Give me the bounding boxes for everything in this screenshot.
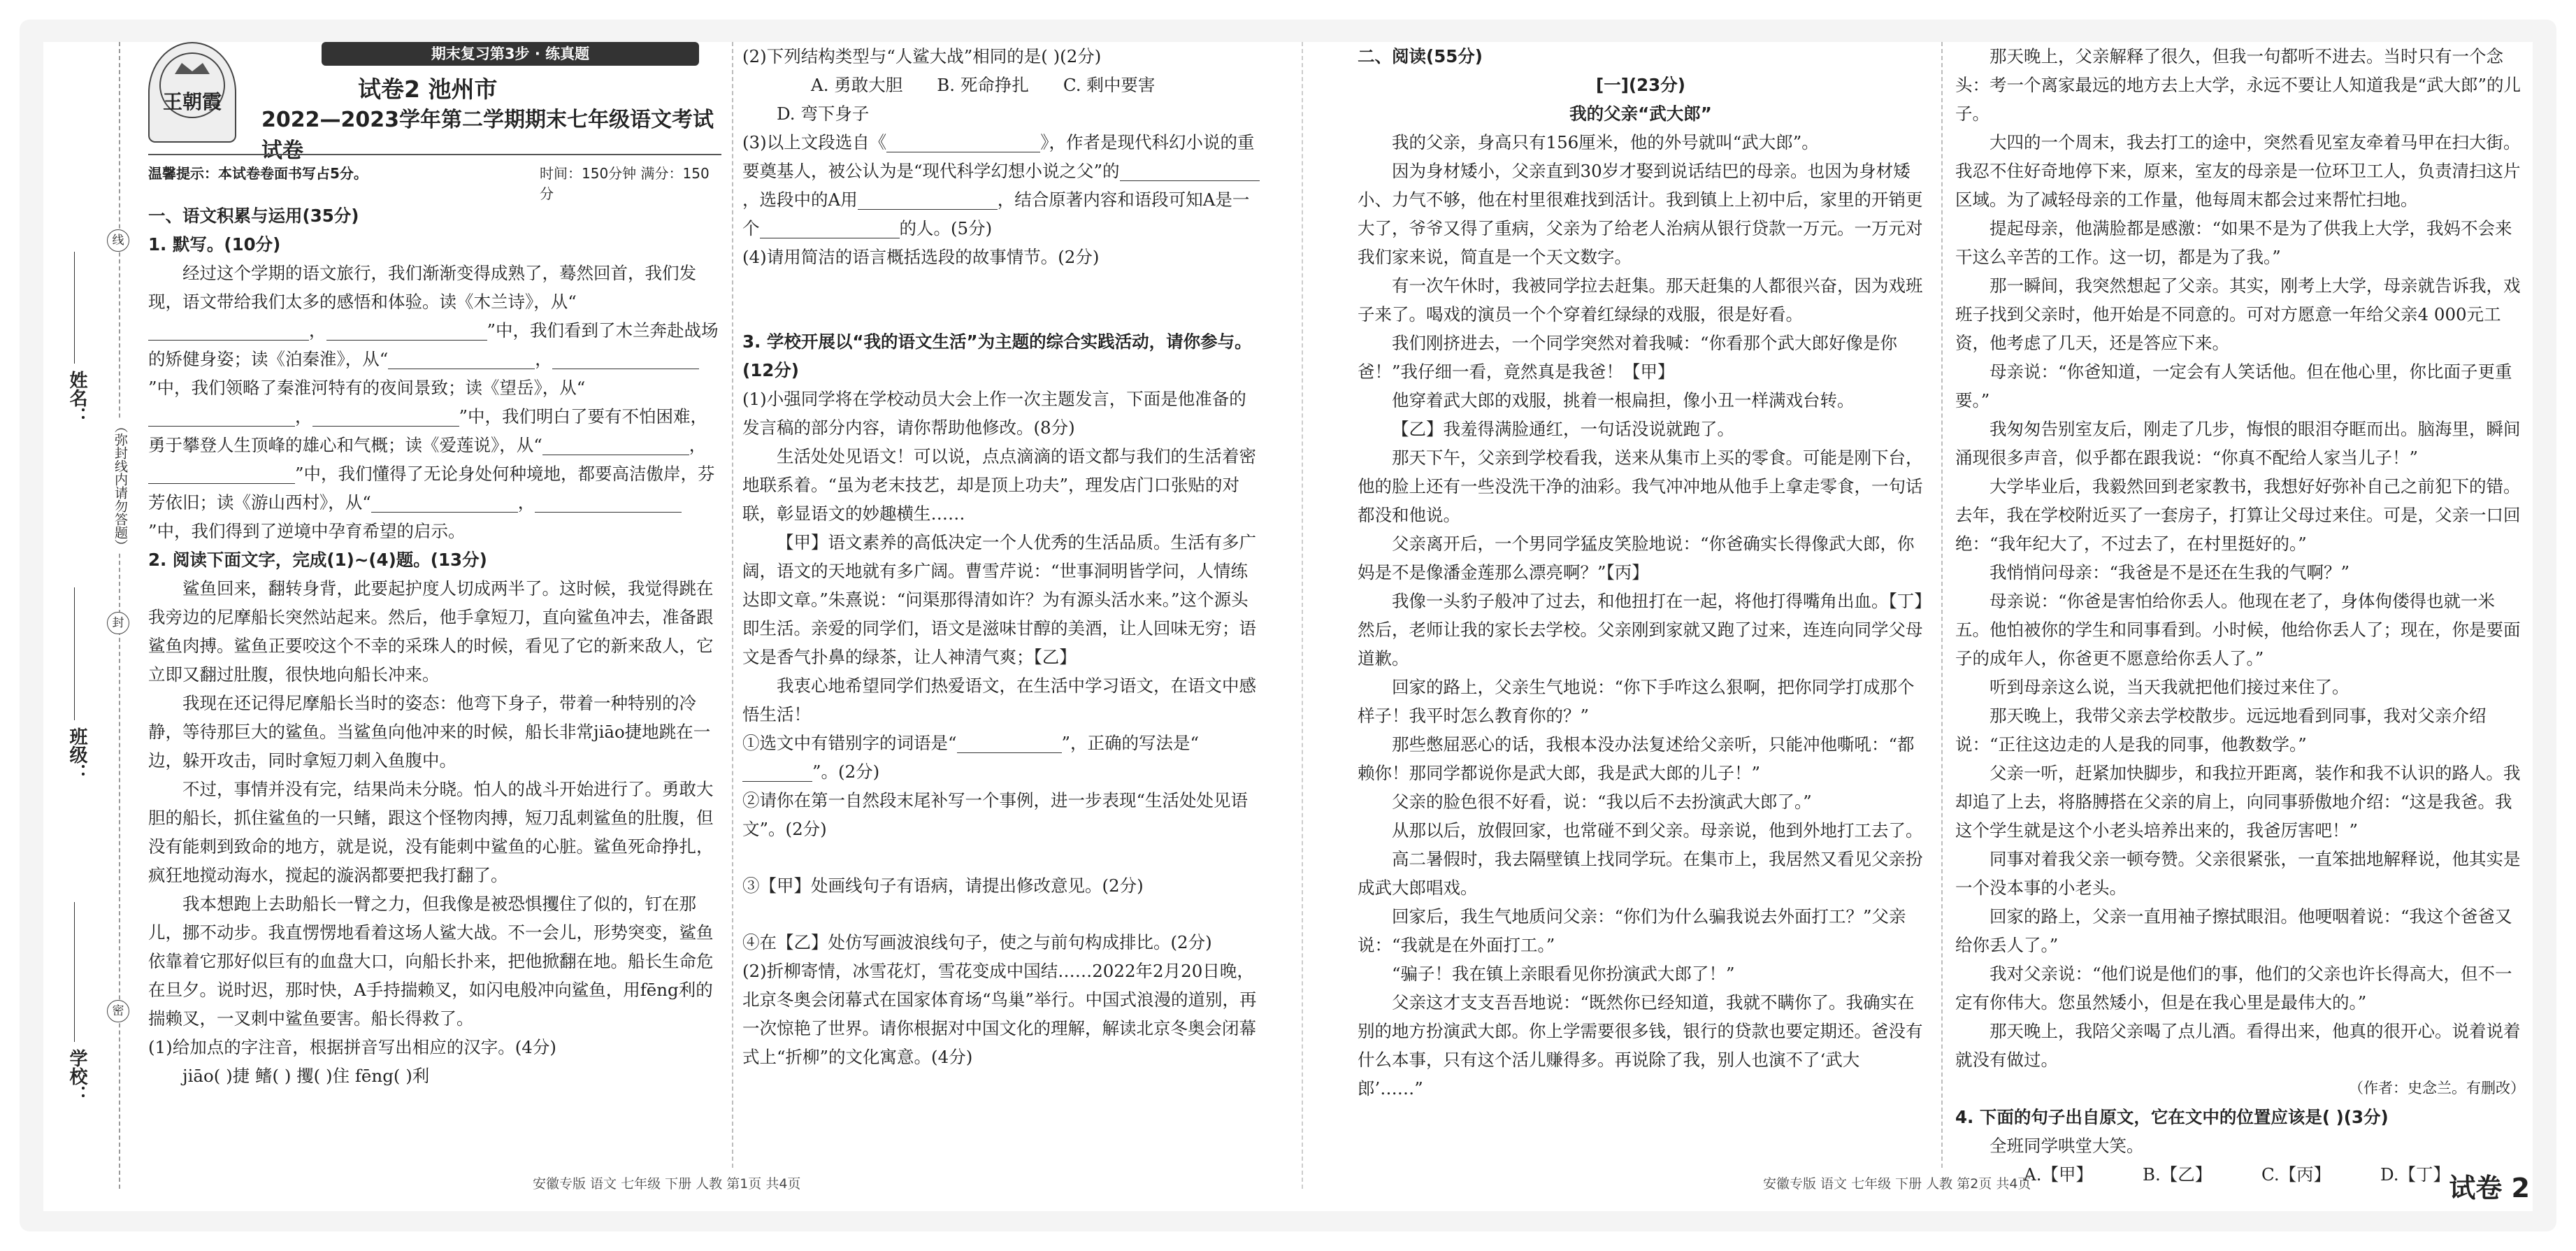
story-paragraph: 父亲一听，赶紧加快脚步，和我拉开距离，装作和我不认识的路人。我却追了上去，将胳膊搭在父亲的肩上，向同事骄傲地介绍：“这是我爸。我这个学生就是这个小老头培养出来的，我爸厉害吧！” — [1955, 763, 2521, 841]
sub-question: (2)下列结构类型与“人鲨大战”相同的是( )(2分) — [742, 46, 1102, 66]
story-paragraph: 回家后，我生气地质问父亲：“你们为什么骗我说去外面打工？”父亲说：“我就是在外面打工。” — [1358, 906, 1906, 955]
story-paragraph: 回家的路上，父亲一直用袖子擦拭眼泪。他哽咽着说：“我这个爸爸又给你丢人了。” — [1955, 906, 2512, 955]
quoted-sentence: 全班同学哄堂大笑。 — [1989, 1136, 2144, 1156]
story-paragraph: 我匆匆告别室友后，刚走了几步，悔恨的眼泪夺眶而出。脑海里，瞬间涌现很多声音，似乎都在跟我说：“你真不配给人家当儿子！” — [1955, 419, 2521, 468]
story-title: 我的父亲“武大郎” — [1569, 103, 1712, 124]
answer-blank[interactable] — [148, 464, 295, 484]
sub-question: ③【甲】处画线句子有语病，请提出修改意见。(2分) — [742, 875, 1144, 896]
answer-blank[interactable] — [326, 320, 487, 341]
answer-blank[interactable] — [371, 492, 518, 513]
header-rule — [148, 154, 721, 155]
answer-blank[interactable] — [1120, 161, 1260, 181]
answer-blank[interactable] — [957, 733, 1062, 753]
story-paragraph: 父亲离开后，一个男同学猛皮笑脸地说：“你爸确实长得像武大郎，你妈是不是像潘金莲那么漂亮啊？”【丙】 — [1358, 534, 1915, 582]
story-paragraph: 因为身材矮小，父亲直到30岁才娶到说话结巴的母亲。也因为身材矮小、力气不够，他在村里很难找到活计。我到镇上上初中后，家里的开销更大了，爷爷又得了重病，父亲为了给老人治病从银行贷款一万元。一万元对我们家来说，简直是一个天文数字。 — [1358, 161, 1923, 267]
footer-left: 安徽专版 语文 七年级 下册 人教 第1页 共4页 — [533, 1176, 801, 1192]
story-paragraph: 从那以后，放假回家，也常碰不到父亲。母亲说，他到外地打工去了。 — [1392, 820, 1923, 841]
story-paragraph: 那天晚上，父亲解释了很久，但我一句都听不进去。当时只有一个念头：考一个离家最远的地方去上大学，永远不要让人知道我是“武大郎”的儿子。 — [1955, 46, 2521, 124]
column-1 — [148, 201, 721, 1090]
question-title: 1. 默写。(10分) — [148, 234, 281, 255]
sub-question: (3)以上文段选自《 》，作者是现代科幻小说的重要奠基人，被公认为是“现代科学幻想小说之父”的，选段中的A用 ，结合原著内容和语段可知A是一个 的人。(5分) — [742, 128, 1260, 243]
story-paragraph: 听到母亲这么说，当天我就把他们接过来住了。 — [1989, 677, 2350, 697]
answer-blank[interactable] — [312, 406, 459, 427]
answer-blank[interactable] — [388, 349, 535, 369]
sub-question: (1)小强同学将在学校动员大会上作一次主题发言，下面是他准备的发言稿的部分内容，请你帮助他修改。(8分) — [742, 389, 1246, 438]
story-paragraph: 有一次午休时，我被同学拉去赶集。那天赶集的人都很兴奋，因为戏班子来了。喝戏的演员一个个穿着红绿绿的戏服，很是好看。 — [1358, 276, 1923, 324]
answer-blank[interactable] — [886, 132, 1040, 152]
story-paragraph: 母亲说：“你爸知道，一定会有人笑话他。但在他心里，你比面子更重要。” — [1955, 362, 2512, 410]
answer-blank[interactable] — [742, 762, 812, 782]
speech-paragraph: 我衷心地希望同学们热爱语文，在生活中学习语文，在语文中感悟生活！ — [742, 675, 1256, 724]
story-paragraph: 我们刚挤进去，一个同学突然对着我喊：“你看那个武大郎好像是你爸！”我仔细一看，竟然真是我爸！【甲】 — [1358, 333, 1898, 382]
logo-text: 王朝霞 — [162, 90, 222, 113]
question-title: 4. 下面的句子出自原文，它在文中的位置应该是( )(3分) — [1955, 1107, 2389, 1127]
passage-paragraph: 我现在还记得尼摩船长当时的姿态：他弯下身子，带着一种特别的冷静，等待那巨大的鲨鱼。当鲨鱼向他冲来的时候，船长非常jiāo捷地跳在一边，躲开攻击，同时拿短刀刺入鱼腹中。 — [148, 693, 711, 771]
story-paragraph: 那天下午，父亲到学校看我，送来从集市上买的零食。可能是刚下台，他的脸上还有一些没洗干净的油彩。我气冲冲地从他手上拿走零食，一句话都没和他说。 — [1358, 448, 1923, 525]
class-line — [74, 587, 75, 720]
sub-question: (2)折柳寄情，冰雪花灯，雪花变成中国结……2022年2月20日晚，北京冬奥会闭幕式在国家体育场“鸟巢”举行。中国式浪漫的道别，再一次惊艳了世界。请你根据对中国文化的理解，解读北京冬奥会闭幕式上“折柳”的文化寓意。(4分) — [742, 961, 1257, 1067]
logo-badge — [148, 42, 236, 143]
seal-ring-top: 线 — [107, 229, 129, 252]
answer-blank[interactable] — [542, 435, 689, 455]
dictation-paragraph: 经过这个学期的语文旅行，我们渐渐变得成熟了，蓦然回首，我们发现，语文带给我们太多的感悟和体验。读《木兰诗》，从“， ”中，我们看到了木兰奔赴战场的矫健身姿；读《泊秦淮》，从“ ，”中，我们领略了秦淮河特有的夜间景致；读《望岳》，从“， ”中，我们明白了要有不怕困难，勇于攀登人生顶峰的雄心和气概；读《爱莲说》，从“ ，”中，我们懂得了无论身处何种境地，都要高洁傲岸，芬芳依旧；读《游山西村》，从“ ，”中，我们得到了逆境中孕育希望的启示。 — [148, 263, 719, 541]
question-title: 2. 阅读下面文字，完成(1)~(4)题。(13分) — [148, 550, 487, 570]
story-paragraph: 那一瞬间，我突然想起了父亲。其实，刚考上大学，母亲就告诉我，戏班子找到父亲时，他开始是不同意的。可对方愿意一年给父亲4 000元工资，他考虑了几天，还是答应下来。 — [1955, 276, 2521, 353]
story-paragraph: “骗子！我在镇上亲眼看见你扮演武大郎了！” — [1392, 964, 1735, 984]
exam-header — [148, 42, 721, 202]
speech-paragraph: 生活处处见语文！可以说，点点滴滴的语文都与我们的生活着密地联系着。“虽为老末技艺，却是顶上功夫”，理发店门口张贴的对联，彰显语文的妙趣横生…… — [742, 446, 1256, 524]
story-paragraph: 父亲这才支支吾吾地说：“既然你已经知道，我就不瞒你了。我确实在别的地方扮演武大郎。你上学需要很多钱，银行的贷款也要定期还。爸没有什么本事，只有这个活儿赚得多。再说除了我，别人也演不了‘武大郎’……” — [1358, 992, 1923, 1099]
page-fold — [1302, 42, 1303, 1189]
question-title: 3. 学校开展以“我的语文生活”为主题的综合实践活动，请你参与。(12分) — [742, 331, 1252, 380]
answer-blank[interactable] — [858, 190, 998, 210]
story-paragraph: 那天晚上，我带父亲去学校散步。远远地看到同事，我对父亲介绍说：“正往这边走的人是我的同事，他教数学。” — [1955, 706, 2487, 755]
story-paragraph: 提起母亲，他满脸都是感激：“如果不是为了供我上大学，我妈不会来干这么辛苦的工作。这一切，都是为了我。” — [1955, 218, 2512, 267]
section-heading: 一、语文积累与运用(35分) — [148, 206, 359, 226]
story-paragraph: 那天晚上，我陪父亲喝了点儿酒。看得出来，他真的很开心。说着说着就没有做过。 — [1955, 1021, 2521, 1070]
passage-paragraph: 鲨鱼回来，翻转身背，此要起护度人切成两半了。这时候，我觉得跳在我旁边的尼摩船长突然站起来。然后，他手拿短刀，直向鲨鱼冲去，准备跟鲨鱼肉搏。鲨鱼正要咬这个不幸的采珠人的时候，看见了它的新来敌人，它立即又翻过肚腹，很快地向船长冲来。 — [148, 578, 714, 685]
answer-space[interactable] — [742, 271, 1260, 327]
binding-margin — [43, 42, 148, 1189]
pinyin-items[interactable]: jiāo( )捷 鳍( ) 攫( )住 fēng( )利 — [182, 1066, 430, 1086]
story-paragraph: 我像一头豹子般冲了过去，和他扭打在一起，将他打得嘴角出血。【丁】然后，老师让我的家长去学校。父亲刚到家就又跑了过来，连连向同学父母道歉。 — [1358, 591, 1923, 669]
story-paragraph: 回家的路上，父亲生气地说：“你下手咋这么狠啊，把你同学打成那个样子！我平时怎么教育你的？” — [1358, 677, 1915, 726]
seal-ring-bottom: 密 — [107, 1000, 129, 1022]
story-paragraph: 大四的一个周末，我去打工的途中，突然看见室友牵着马甲在扫大街。我忍不住好奇地停下来，原来，室友的母亲是一位环卫工人，负责清扫这片区域。为了减轻母亲的工作量，他每周末都会过来帮忙扫地。 — [1955, 132, 2521, 210]
sub-question: ①选文中有错别字的词语是“ ”，正确的写法是“”。(2分) — [742, 733, 1200, 782]
answer-space[interactable] — [742, 843, 1260, 871]
review-banner: 期末复习第3步 · 练真题 — [322, 42, 699, 66]
story-paragraph: 【乙】我羞得满脸通红，一句话没说就跑了。 — [1392, 419, 1734, 439]
story-paragraph: 我悄悄问母亲：“我爸是不是还在生我的气啊？” — [1989, 562, 2350, 582]
part-heading: [一](23分) — [1596, 75, 1685, 95]
exam-title: 2022—2023学年第二学期期末七年级语文考试试卷 — [261, 108, 714, 163]
school-line — [74, 902, 75, 1042]
story-paragraph: 那些憋屈恶心的话，我根本没办法复述给父亲听，只能冲他嘶吼：“都赖你！那同学都说你是武大郎，我是武大郎的儿子！” — [1358, 734, 1915, 783]
story-paragraph: 父亲的脸色很不好看，说：“我以后不去扮演武大郎了。” — [1392, 792, 1812, 812]
time-score: 时间：150分钟 满分：150分 — [540, 165, 710, 202]
sub-question: ②请你在第一自然段末尾补写一个事例，进一步表现“生活处处见语文”。(2分) — [742, 790, 1249, 839]
section-heading: 二、阅读(55分) — [1358, 46, 1483, 66]
choice-row[interactable]: A.【甲】 B.【乙】 C.【丙】 D.【丁】 — [2024, 1164, 2451, 1185]
sub-question: (1)给加点的字注音，根据拼音写出相应的汉字。(4分) — [148, 1037, 556, 1057]
sub-question: ④在【乙】处仿写画波浪线句子，使之与前句构成排比。(2分) — [742, 932, 1212, 952]
column-4 — [1955, 42, 2525, 1189]
column-divider — [732, 42, 733, 1168]
name-line — [74, 252, 75, 364]
passage-paragraph: 不过，事情并没有完，结果尚未分晓。怕人的战斗开始进行了。勇敢大胆的船长，抓住鲨鱼的一只鳍，跟这个怪物肉搏，短刀乱刺鲨鱼的肚腹，但没有能刺到致命的地方，就是说，没有能刺中鲨鱼的心脏。鲨鱼死命挣扎，疯狂地搅动海水，搅起的漩涡都要把我打翻了。 — [148, 779, 714, 885]
sub-question: (4)请用简洁的语言概括选段的故事情节。(2分) — [742, 247, 1100, 267]
column-3 — [1358, 42, 1924, 1103]
answer-blank[interactable] — [535, 492, 682, 513]
column-divider — [1941, 42, 1943, 1168]
story-paragraph: 他穿着武大郎的戏服，挑着一根扁担，像小丑一样满戏台转。 — [1392, 390, 1855, 410]
author-credit: （作者：史念兰。有删改） — [2349, 1080, 2525, 1096]
story-paragraph: 母亲说：“你爸是害怕给你丢人。他现在老了，身体佝偻得也就一米五。他怕被你的学生和同事看到。小时候，他给你丢人了；现在，你是要面子的成年人，你爸更不愿意给你丢人了。” — [1955, 591, 2521, 669]
tip-text: 温馨提示：本试卷卷面书写占5分。 — [148, 165, 368, 182]
seal-ring-middle: 封 — [107, 612, 129, 634]
speech-paragraph: 【甲】语文素养的高低决定一个人优秀的生活品质。生活有多广阔，语文的天地就有多广阔。曹雪芹说：“世事洞明皆学问，人情练达即文章。”朱熹说：“问渠那得清如许？为有源头活水来。”这个源头即生活。亲爱的同学们，语文是滋味甘醇的美酒，让人回味无穷；语文是香气扑鼻的绿茶，让人神清气爽；【乙】 — [742, 532, 1256, 667]
choice-row[interactable]: A. 勇敢大胆 B. 死命挣扎 C. 剩中要害D. 弯下身子 — [777, 75, 1156, 124]
school-label: 学校： — [66, 1049, 87, 1103]
story-paragraph: 同事对着我父亲一顿夸赞。父亲很紧张，一直笨拙地解释说，他其实是一个没本事的小老头。 — [1955, 849, 2521, 898]
answer-blank[interactable] — [760, 218, 900, 238]
column-2 — [742, 42, 1260, 1071]
paper-title: 试卷2 池州市 — [358, 76, 498, 103]
passage-paragraph: 我本想跑上去助船长一臂之力，但我像是被恐惧攫住了似的，钉在那儿，挪不动步。我直愣愣地看着这场人鲨大战。不一会儿，形势突变，鲨鱼依靠着它那好似巨有的血盘大口，向船长扑来，把他掀翻在地。船长生命危在旦夕。说时迟，那时快，A手持揣赖叉，如闪电般冲向鲨鱼，用fēng利的揣赖叉，一叉刺中鲨鱼要害。船长得救了。 — [148, 894, 714, 1029]
answer-blank[interactable] — [552, 349, 699, 369]
story-paragraph: 高二暑假时，我去隔壁镇上找同学玩。在集市上，我居然又看见父亲扮成武大郎唱戏。 — [1358, 849, 1923, 898]
answer-blank[interactable] — [148, 320, 309, 341]
story-paragraph: 我的父亲，身高只有156厘米，他的外号就叫“武大郎”。 — [1392, 132, 1819, 152]
name-label: 姓名： — [66, 371, 87, 425]
paper-tag: 试卷 2 — [2449, 1173, 2530, 1203]
seal-note: （弥封线内请勿答题） — [106, 420, 130, 552]
story-paragraph: 我对父亲说：“他们说是他们的事，他们的父亲也许长得高大，但不一定有你伟大。您虽然矮小，但是在我心里是最伟大的。” — [1955, 964, 2512, 1013]
footer-right: 安徽专版 语文 七年级 下册 人教 第2页 共4页 — [1763, 1176, 2031, 1192]
answer-blank[interactable] — [148, 406, 295, 427]
story-paragraph: 大学毕业后，我毅然回到老家教书，我想好好弥补自己之前犯下的错。去年，我在学校附近买了一套房子，打算让父母过来住。可是，父亲一口回绝：“我年纪大了，不过去了，在村里挺好的。” — [1955, 476, 2521, 554]
class-label: 班级： — [66, 727, 87, 782]
exam-sheet — [43, 42, 2533, 1211]
answer-space[interactable] — [742, 900, 1260, 928]
